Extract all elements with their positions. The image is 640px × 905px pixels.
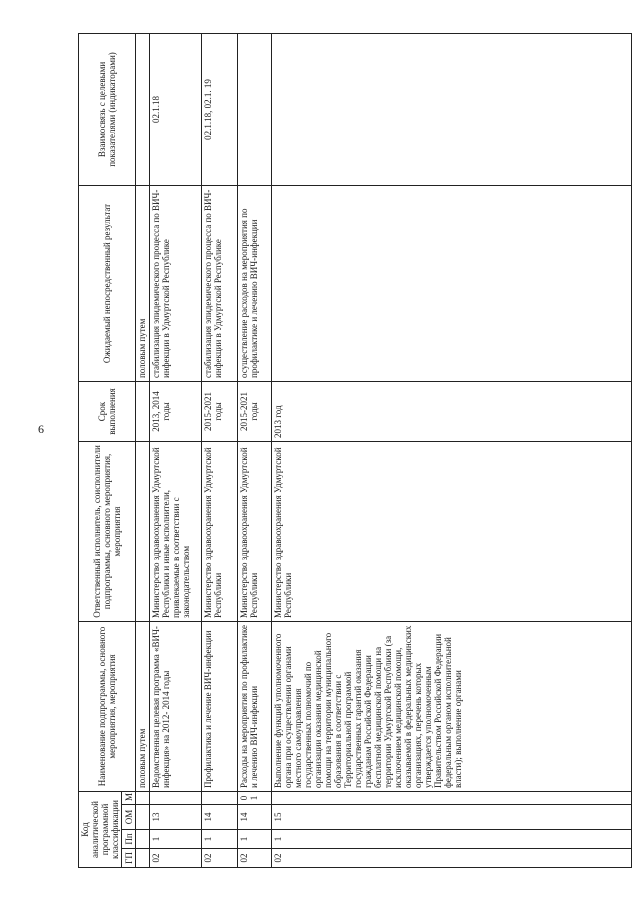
cell-link — [136, 34, 150, 186]
cell-gp: 02 — [272, 849, 632, 868]
header-executor: Ответственный исполнитель, соисполнители подпрограммы, основного мероприятия, мероприятия — [79, 442, 136, 622]
cell-term: 2015-2021 годы — [238, 382, 272, 442]
cell-name: Выполнение функций уполномоченного органа при осуществлении органами местного самоуправления государственных полномочий по организации оказания медицинской помощи на территории муниципального образования в соответствии с Территориальной программой государственных гарантий оказания гражданам Российской Федерации бесплатной медицинской помощи на территории Удмуртской Республики (за исключением медицинской помощи, оказываемой в федеральных медицинских организациях, перечень которых утверждается уполномоченным Правительством Российской Федерации федеральным органом исполнительной власти); выполнение органами — [272, 622, 632, 792]
cell-m — [136, 792, 150, 805]
cell-result: стабилизация эпидемического процесса по ВИЧ-инфекции в Удмуртской Республике — [202, 186, 238, 382]
cell-pp: 1 — [150, 830, 202, 849]
header-gp: ГП — [122, 849, 136, 868]
header-m: М — [122, 792, 136, 805]
header-name: Наименование подпрограммы, основного мероприятия, мероприятия — [79, 622, 136, 792]
table-row — [202, 34, 238, 868]
cell-executor: Министерство здравоохранения Удмуртской Республики — [272, 442, 632, 622]
cell-result: половым путем — [136, 186, 150, 382]
header-om: ОМ — [122, 805, 136, 830]
cell-link — [238, 34, 272, 186]
cell-term: 2015-2021 годы — [202, 382, 238, 442]
cell-term — [136, 382, 150, 442]
cell-name: Профилактика и лечение ВИЧ-инфекции — [202, 622, 238, 792]
cell-term: 2013, 2014 годы — [150, 382, 202, 442]
header-link: Взаимосвязь с целевыми показателями (индикаторами) — [79, 34, 136, 186]
cell-name: Ведомственная целевая программа «ВИЧ-инфекция» на 2012- 2014 годы — [150, 622, 202, 792]
table-row — [238, 34, 272, 868]
cell-pp: 1 — [202, 830, 238, 849]
cell-result: стабилизация эпидемического процесса по ВИЧ-инфекции в Удмуртской Республике — [150, 186, 202, 382]
table-row — [272, 34, 632, 868]
cell-name: Расходы на мероприятия по профилактике и лечению ВИЧ-инфекции — [238, 622, 272, 792]
cell-gp: 02 — [150, 849, 202, 868]
header-pp: Пп — [122, 830, 136, 849]
header-result: Ожидаемый непосредственный результат — [79, 186, 136, 382]
cell-om: 14 — [202, 805, 238, 830]
table-row — [136, 34, 150, 868]
cell-gp — [136, 849, 150, 868]
cell-executor: Министерство здравоохранения Удмуртской Республики — [202, 442, 238, 622]
cell-name: половым путем — [136, 622, 150, 792]
header-code-group: Код аналитической программной классификации — [79, 792, 122, 868]
cell-om: 15 — [272, 805, 632, 830]
page-number: 6 — [38, 422, 44, 436]
cell-pp: 1 — [238, 830, 272, 849]
cell-pp — [136, 830, 150, 849]
cell-om: 14 — [238, 805, 272, 830]
rotated-table-container — [78, 34, 640, 868]
cell-pp: 1 — [272, 830, 632, 849]
cell-executor — [136, 442, 150, 622]
program-table — [78, 33, 632, 868]
cell-m — [272, 792, 632, 805]
cell-m: 01 — [238, 792, 272, 805]
cell-gp: 02 — [202, 849, 238, 868]
cell-result: осуществление расходов на мероприятия по профилактике и лечению ВИЧ-инфекции — [238, 186, 272, 382]
cell-term: 2013 год — [272, 382, 632, 442]
cell-result — [272, 186, 632, 382]
cell-link: 02.1.18 — [150, 34, 202, 186]
table-row — [150, 34, 202, 868]
cell-om: 13 — [150, 805, 202, 830]
cell-link: 02.1.18, 02.1. 19 — [202, 34, 238, 186]
header-term: Срок выполнения — [79, 382, 136, 442]
cell-executor: Министерство здравоохранения Удмуртской Республики — [238, 442, 272, 622]
cell-gp: 02 — [238, 849, 272, 868]
cell-m — [150, 792, 202, 805]
cell-executor: Министерство здравоохранения Удмуртской Республики и иные исполнители, привлекаемые в соответствии с законодательством — [150, 442, 202, 622]
cell-om — [136, 805, 150, 830]
cell-link — [272, 34, 632, 186]
cell-m — [202, 792, 238, 805]
